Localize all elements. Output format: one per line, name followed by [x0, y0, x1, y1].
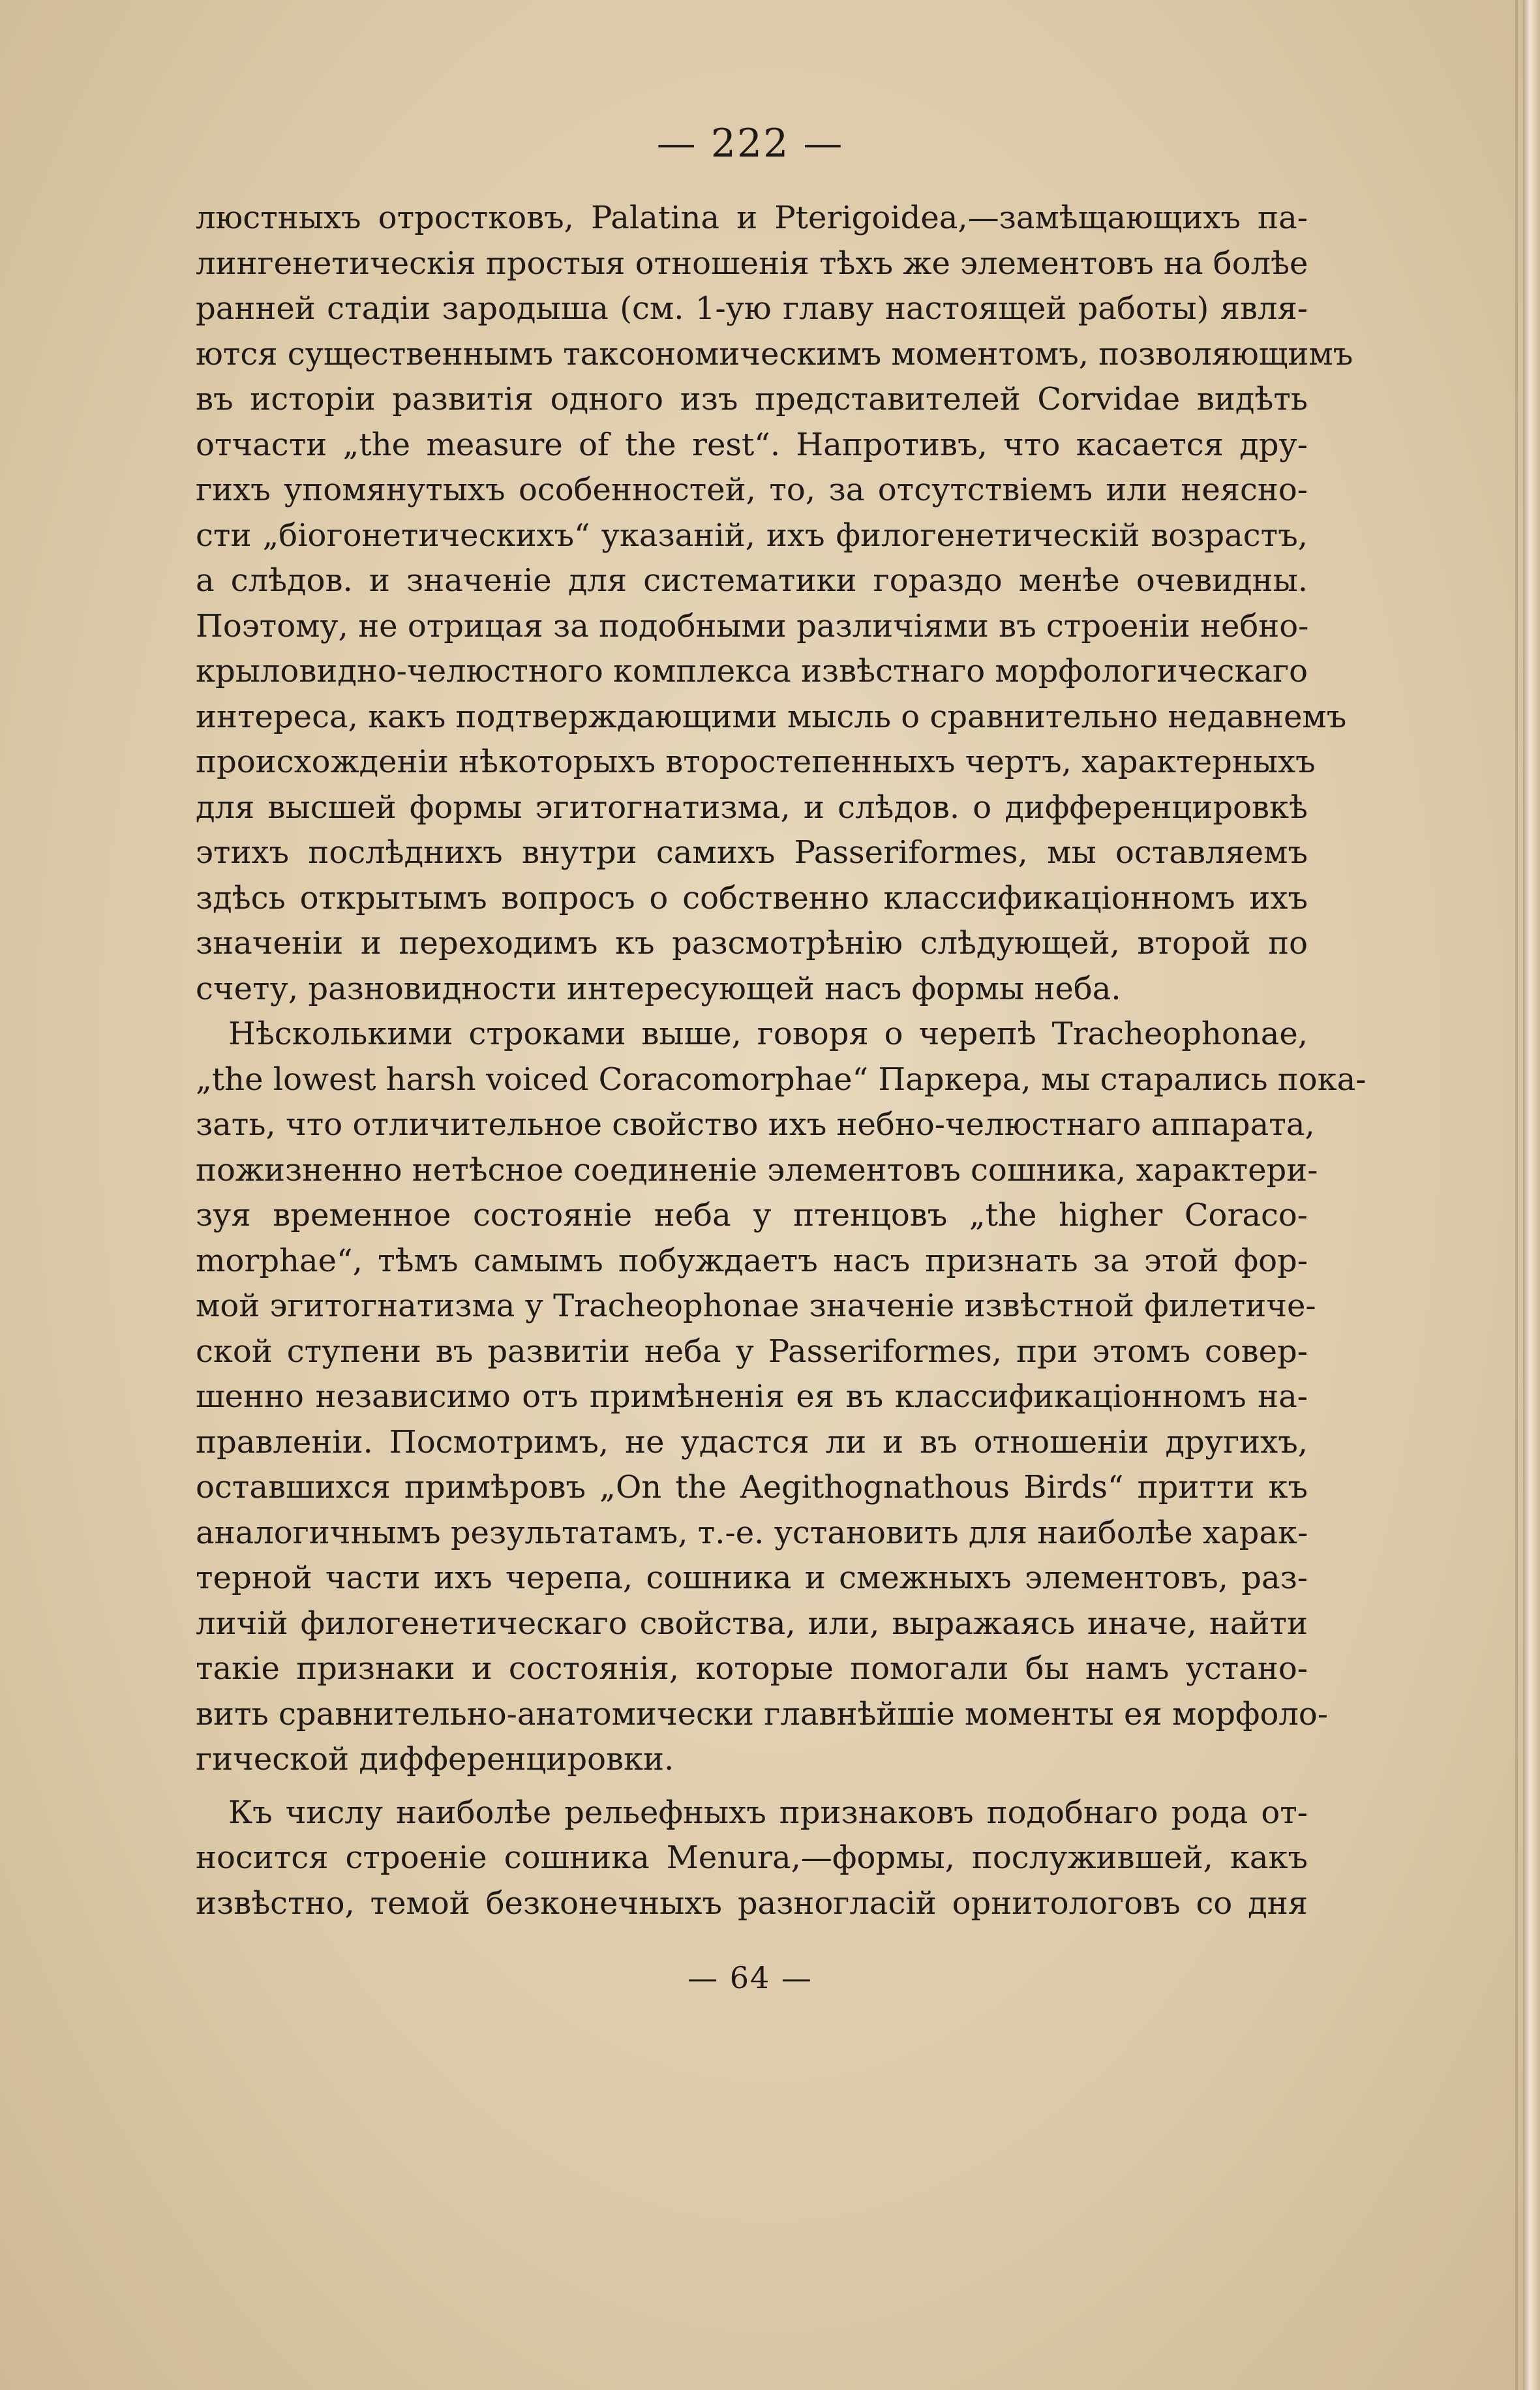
text-line: Къ числу наиболѣе рельефныхъ признаковъ подобнаго рода от-: [228, 1794, 1308, 1831]
text-line: этихъ послѣднихъ внутри самихъ Passeriformes, мы оставляемъ: [196, 834, 1308, 871]
text-line: пожизненно нетѣсное соединеніе элементовъ сошника, характери-: [196, 1151, 1318, 1188]
signature-mark: — 64 —: [687, 1960, 813, 1995]
paragraph-2: [196, 1012, 1366, 1783]
text-line: Нѣсколькими строками выше, говоря о черепѣ Tracheophonae,: [228, 1016, 1308, 1052]
text-line: въ исторіи развитія одного изъ представителей Corvidae видѣть: [196, 381, 1308, 417]
text-line: ранней стадіи зародыша (см. 1-ую главу настоящей работы) явля-: [196, 290, 1308, 327]
text-line: гихъ упомянутыхъ особенностей, то, за отсутствіемъ или неясно-: [196, 472, 1308, 508]
text-line: а слѣдов. и значеніе для систематики гораздо менѣе очевидны.: [196, 562, 1308, 599]
page-edge-shadow: [1515, 0, 1518, 2390]
text-line: мой эгитогнатизма у Tracheophonae значеніе извѣстной филетиче-: [196, 1288, 1316, 1324]
page-edge: [1523, 0, 1540, 2390]
paragraph-1: [196, 196, 1353, 1012]
text-line: сти „біогонетическихъ“ указаній, ихъ филогенетическій возрастъ,: [196, 517, 1308, 554]
text-line: отчасти „the measure of the rest“. Напротивъ, что касается дру-: [196, 426, 1308, 463]
text-line: люстныхъ отростковъ, Palatina и Pterigoidea,—замѣщающихъ па-: [196, 200, 1308, 236]
text-line: носится строеніе сошника Menura,—формы, послужившей, какъ: [196, 1839, 1308, 1876]
text-line: для высшей формы эгитогнатизма, и слѣдов. о дифференцировкѣ: [196, 789, 1308, 826]
text-line: интереса, какъ подтверждающими мысль о сравнительно недавнемъ: [196, 698, 1347, 735]
text-line: аналогичнымъ результатамъ, т.-е. установить для наиболѣе харак-: [196, 1514, 1308, 1551]
text-line: ской ступени въ развитіи неба у Passeriformes, при этомъ совер-: [196, 1333, 1308, 1370]
text-line: крыловидно-челюстного комплекса извѣстнаго морфологическаго: [196, 653, 1308, 689]
text-line: оставшихся примѣровъ „On the Aegithognathous Birds“ притти къ: [196, 1469, 1308, 1505]
paragraph-3: [196, 1791, 1308, 1927]
text-line: здѣсь открытымъ вопросъ о собственно классификаціонномъ ихъ: [196, 879, 1308, 916]
text-line: „the lowest harsh voiced Coracomorphae“ Паркера, мы старались пока-: [196, 1061, 1366, 1098]
text-line: зать, что отличительное свойство ихъ небно-челюстнаго аппарата,: [196, 1106, 1315, 1143]
text-line: morphae“, тѣмъ самымъ побуждаетъ насъ признать за этой фор-: [196, 1242, 1308, 1279]
text-line: значеніи и переходимъ къ разсмотрѣнію слѣдующей, второй по: [196, 925, 1308, 961]
page-number: — 222 —: [656, 121, 844, 166]
text-line: гической дифференцировки.: [196, 1741, 674, 1777]
text-line: счету, разновидности интересующей насъ формы неба.: [196, 970, 1121, 1007]
text-line: такіе признаки и состоянія, которые помогали бы намъ устано-: [196, 1650, 1308, 1687]
text-line: правленіи. Посмотримъ, не удастся ли и въ отношеніи другихъ,: [196, 1423, 1308, 1460]
text-line: Поэтому, не отрицая за подобными различіями въ строеніи небно-: [196, 607, 1309, 644]
text-line: ются существеннымъ таксономическимъ моментомъ, позволяющимъ: [196, 335, 1353, 372]
text-line: извѣстно, темой безконечныхъ разногласій орнитологовъ со дня: [196, 1884, 1308, 1922]
text-line: терной части ихъ черепа, сошника и смежныхъ элементовъ, раз-: [196, 1560, 1308, 1596]
text-line: лингенетическія простыя отношенія тѣхъ же элементовъ на болѣе: [196, 245, 1308, 282]
text-line: личій филогенетическаго свойства, или, выражаясь иначе, найти: [196, 1605, 1308, 1642]
text-line: зуя временное состояніе неба у птенцовъ „the higher Coraco-: [196, 1197, 1308, 1233]
text-line: вить сравнительно-анатомически главнѣйшіе моменты ея морфоло-: [196, 1695, 1328, 1732]
text-line: происхожденіи нѣкоторыхъ второстепенныхъ чертъ, характерныхъ: [196, 744, 1316, 780]
body-text: [196, 196, 1366, 1926]
text-line: шенно независимо отъ примѣненія ея въ классификаціонномъ на-: [196, 1378, 1308, 1415]
